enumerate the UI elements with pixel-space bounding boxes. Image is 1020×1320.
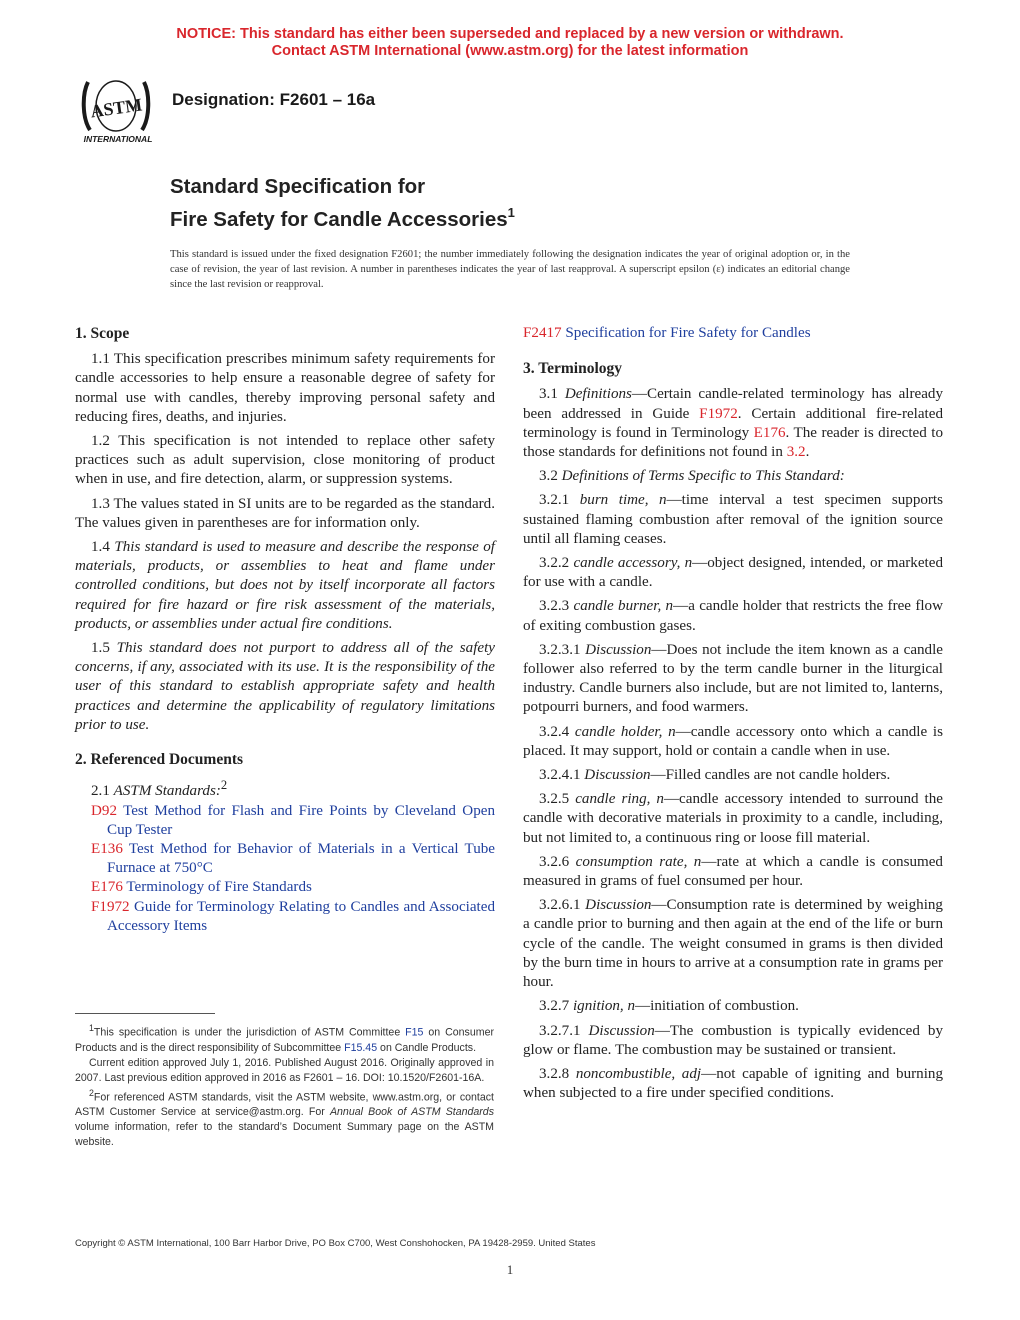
- reference-designation: E136: [91, 840, 123, 857]
- definition-item: [523, 597, 943, 635]
- title-line-1: Standard Specification for: [170, 175, 426, 198]
- para-3-2-number: 3.2: [539, 468, 558, 485]
- definition-term: consumption rate, n: [575, 853, 702, 870]
- definition-item: [523, 491, 943, 549]
- definition-number: 3.2.5: [539, 791, 570, 808]
- reference-item[interactable]: [75, 802, 495, 840]
- definition-term: noncombustible, adj: [575, 1065, 702, 1082]
- link-f1972[interactable]: F1972: [699, 405, 738, 422]
- footnote-divider: [75, 1013, 215, 1014]
- para-1-5: [75, 639, 495, 735]
- footnote-1: [75, 1021, 494, 1056]
- para-2-1-number: 2.1: [91, 783, 110, 800]
- link-e176[interactable]: E176: [753, 424, 786, 441]
- para-3-1-term: Definitions: [564, 386, 632, 403]
- reference-item[interactable]: [75, 840, 495, 878]
- section-heading-referenced-documents: 2. Referenced Documents: [75, 751, 244, 769]
- definition-term: candle holder, n: [574, 723, 676, 740]
- left-column: [75, 324, 495, 936]
- definition-item: [523, 766, 943, 785]
- notice-line-1: NOTICE: This standard has either been superseded and replaced by a new version or withdrawn.: [176, 26, 844, 42]
- definition-text: —candle accessory onto which a candle is placed. It may support, hold or contain a candle when in use.: [523, 723, 943, 759]
- definition-item: [523, 1065, 943, 1103]
- definition-text: —Does not include the item known as a candle follower also referred to by the term candle burner in the liturgical industry. Candle burners also include, but are not limited to, lanterns, potpourri burners, and food warmers.: [523, 641, 943, 716]
- para-3-2: [523, 467, 943, 486]
- definition-term: candle accessory, n: [573, 555, 693, 572]
- logo-subtext: INTERNATIONAL: [83, 134, 153, 144]
- footnote-subcommittee-link[interactable]: F15.45: [344, 1041, 378, 1054]
- reference-designation: E176: [91, 879, 123, 896]
- definition-item: [523, 1022, 943, 1060]
- title-line-2: [170, 200, 515, 233]
- reference-item[interactable]: [75, 898, 495, 936]
- definition-term: Discussion: [585, 641, 652, 658]
- footnotes: [75, 1021, 494, 1150]
- definition-text: —rate at which a candle is consumed measured in grams of fuel consumed per hour.: [523, 853, 943, 890]
- definition-text: —object designed, intended, or marketed for use with a candle.: [523, 555, 943, 591]
- definition-number: 3.2.3.1: [539, 641, 581, 658]
- reference-designation: F2417: [523, 325, 562, 341]
- definition-item: [523, 997, 943, 1016]
- para-3-1: [523, 385, 943, 462]
- para-1-2: 1.2 This specification is not intended to replace other safety practices such as adult supervision, close monitoring of product when in use, and fire detection, alarm, or suppression systems.: [75, 433, 495, 488]
- section-heading-scope: 1. Scope: [75, 325, 130, 342]
- definition-item: [523, 641, 943, 718]
- reference-title: Test Method for Flash and Fire Points by Cleveland Open Cup Tester: [107, 802, 495, 838]
- definition-text: —a candle holder that restricts the free flow of exiting combustion gases.: [523, 598, 943, 634]
- reference-item[interactable]: [523, 324, 943, 343]
- reference-designation: F1972: [91, 898, 130, 915]
- para-3-2-term: Definitions of Terms Specific to This Standard:: [561, 468, 845, 485]
- footnote-2-marker: 2: [89, 1087, 94, 1098]
- para-1-5-text: This standard does not purport to address all of the safety concerns, if any, associated with its use. It is the responsibility of the user of this standard to establish appropriate safety and health practices and determine the applicability of regulatory limitations prior to use.: [75, 640, 496, 733]
- reference-title: Guide for Terminology Relating to Candles and Associated Accessory Items: [107, 898, 495, 934]
- footnote-1-marker: 1: [89, 1023, 94, 1033]
- spacer: [75, 740, 495, 750]
- reference-title: Specification for Fire Safety for Candles: [565, 325, 811, 341]
- definition-term: Discussion: [584, 767, 651, 784]
- page-number: 1: [506, 1262, 514, 1277]
- definition-term: Discussion: [588, 1022, 655, 1039]
- spacer: [523, 343, 943, 359]
- definition-number: 3.2.4.1: [539, 767, 581, 784]
- definition-number: 3.2.6: [539, 853, 570, 870]
- para-3-1-text-d: .: [805, 444, 810, 461]
- designation: Designation: F2601 – 16a: [172, 90, 376, 109]
- footnote-1-text-a: This specification is under the jurisdiction of ASTM Committee: [93, 1026, 401, 1039]
- definition-text: —Filled candles are not candle holders.: [650, 767, 891, 784]
- definition-number: 3.2.1: [539, 492, 570, 509]
- footnote-2: [75, 1086, 494, 1151]
- section-heading-terminology: 3. Terminology: [523, 360, 623, 378]
- right-column: [523, 324, 943, 1108]
- definition-text: —candle accessory intended to surround the candle with decorative materials in proximity to a candle, including, but not limited to, a continuous ring or loose fill material.: [523, 791, 943, 846]
- para-1-4: [75, 538, 495, 634]
- definition-text: —Consumption rate is determined by weighing a candle prior to burning and then again at the end of the life or burn cycle of the candle. The weight consumed in grams is then divided by the burn time in hours to arrive at a consumption rate in grams per hour.: [523, 897, 943, 991]
- para-1-4-text: This standard is used to measure and describe the response of materials, products, or assemblies to heat and flame under controlled conditions, but does not by itself incorporate all factors required for fire hazard or fire risk assessment of the materials, products, or assemblies under actual fire conditions.: [75, 539, 496, 632]
- logo-text: ASTM: [89, 94, 144, 122]
- definition-text: —time interval a test specimen supports sustained flaming combustion after removal of the ignition source until all flaming ceases.: [523, 492, 944, 547]
- supersede-notice: [0, 26, 1020, 60]
- para-1-3: 1.3 The values stated in SI units are to be regarded as the standard. The values given in parentheses are for information only.: [75, 495, 495, 531]
- para-3-1-text-a: —Certain candle-related terminology has already been addressed in Guide: [523, 386, 943, 422]
- astm-logo-icon: [74, 72, 164, 146]
- definition-number: 3.2.8: [539, 1065, 570, 1082]
- link-section-3-2[interactable]: 3.2: [786, 444, 806, 461]
- copyright-notice: Copyright © ASTM International, 100 Barr Harbor Drive, PO Box C700, West Conshohocken, PA 19428-2959. United States: [75, 1238, 596, 1249]
- para-1-5-number: 1.5: [91, 640, 110, 657]
- para-2-1-text: ASTM Standards:: [113, 783, 221, 800]
- para-3-1-text-b: . Certain additional fire-related terminology is found in Terminology: [523, 405, 943, 441]
- definition-term: burn time, n: [579, 492, 667, 509]
- definition-text: —The combustion is typically evidenced by glow or flame. The combustion may be sustained or transient.: [523, 1022, 943, 1058]
- footnote-2-text-a: For referenced ASTM standards, visit the ASTM website, www.astm.org, or contact ASTM Customer Service at service@astm.org. For: [75, 1091, 494, 1119]
- definition-text: —not capable of igniting and burning when subjected to a fire under specified conditions.: [523, 1065, 943, 1102]
- document-title: [170, 174, 515, 233]
- footnote-marker-2[interactable]: 2: [220, 778, 228, 793]
- definition-item: [523, 790, 943, 848]
- definition-term: ignition, n: [572, 998, 636, 1015]
- definition-number: 3.2.2: [539, 555, 570, 572]
- definition-term: candle burner, n: [573, 598, 674, 615]
- footnote-1-text-c: on Candle Products.: [380, 1041, 477, 1054]
- definition-item: [523, 723, 943, 761]
- definition-number: 3.2.7.1: [539, 1022, 581, 1039]
- footnote-committee-link[interactable]: F15: [405, 1026, 424, 1039]
- title-footnote-marker[interactable]: 1: [507, 205, 515, 220]
- para-3-1-number: 3.1: [539, 386, 558, 403]
- footnote-edition: Current edition approved July 1, 2016. Published August 2016. Originally approved in 2007. Last previous edition approved in 2016 as F2601 – 16. DOI: 10.1520/F2601-16A.: [75, 1056, 494, 1084]
- notice-line-2: Contact ASTM International (www.astm.org) for the latest information: [271, 43, 749, 59]
- definition-item: [523, 896, 943, 992]
- definition-item: [523, 554, 943, 592]
- definition-number: 3.2.4: [539, 723, 570, 740]
- reference-item[interactable]: [75, 878, 495, 897]
- reference-title: Terminology of Fire Standards: [126, 879, 312, 896]
- para-3-1-text-c: . The reader is directed to those standards for definitions not found in: [523, 424, 943, 461]
- issuance-note: This standard is issued under the fixed designation F2601; the number immediately following the designation indicates the year of original adoption or, in the case of revision, the year of last revision. A number in parentheses indicates the year of last reapproval. A superscript epsilon (ε) indicates an editorial change since the last revision or reapproval.: [170, 249, 850, 290]
- definition-number: 3.2.3: [539, 598, 570, 615]
- definition-number: 3.2.7: [539, 998, 570, 1015]
- reference-title: Test Method for Behavior of Materials in a Vertical Tube Furnace at 750°C: [107, 840, 495, 877]
- para-1-4-number: 1.4: [91, 539, 110, 556]
- definition-item: [523, 853, 943, 891]
- footnote-2-text-b: volume information, refer to the standard’s Document Summary page on the ASTM website.: [75, 1121, 494, 1149]
- reference-designation: D92: [91, 802, 117, 819]
- title-line-2-text: Fire Safety for Candle Accessories: [170, 208, 508, 231]
- definition-number: 3.2.6.1: [539, 897, 581, 914]
- para-1-1: 1.1 This specification prescribes minimum safety requirements for candle accessories to help ensure a reasonable degree of safety for normal use with candles, thereby improving personal safety and reducing fires, deaths, and injuries.: [75, 351, 495, 425]
- para-2-1: [75, 776, 495, 801]
- definition-term: Discussion: [585, 897, 652, 914]
- footnote-1-text-b: on Consumer Products and is the direct responsibility of Subcommittee: [75, 1026, 494, 1054]
- definition-term: candle ring, n: [575, 791, 664, 808]
- definition-text: —initiation of combustion.: [635, 998, 799, 1015]
- footnote-2-italic: Annual Book of ASTM Standards: [329, 1106, 494, 1119]
